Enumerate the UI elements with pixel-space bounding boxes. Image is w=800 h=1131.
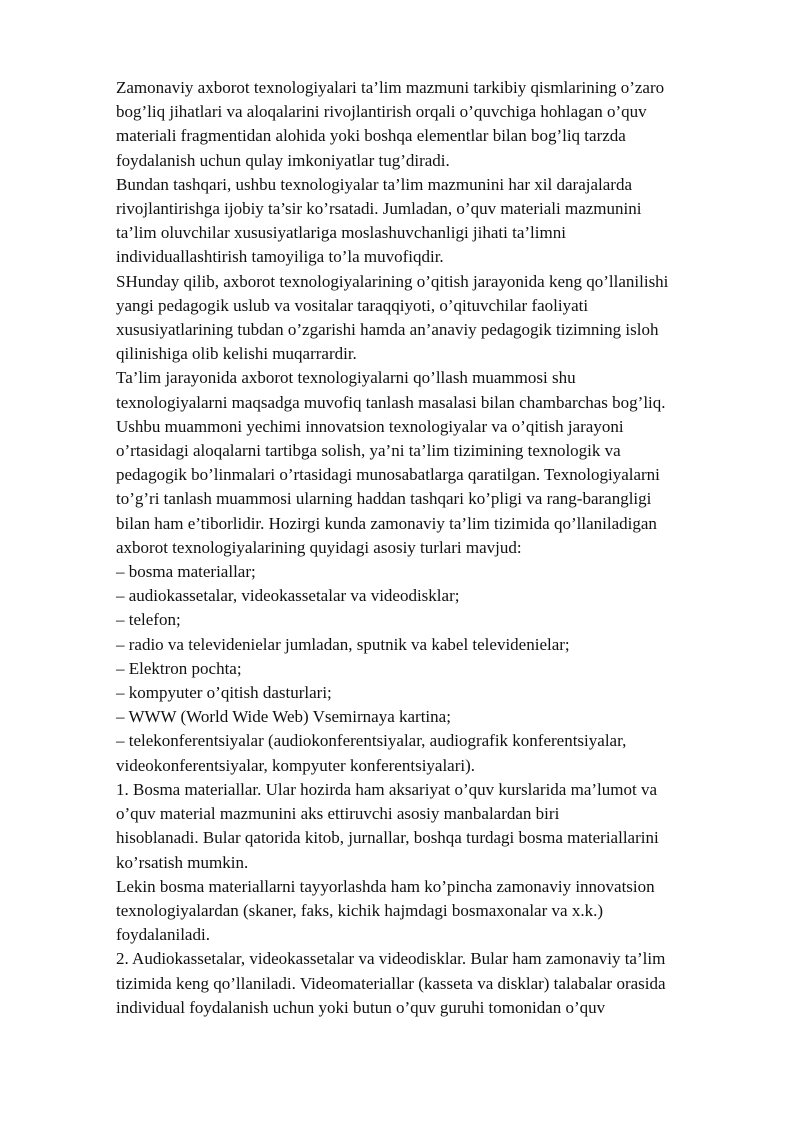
text-line: – kompyuter o’qitish dasturlari; (116, 683, 332, 703)
text-line: Zamonaviy axborot texnologiyalari ta’lim mazmuni tarkibiy qismlarining o’zaro (116, 78, 665, 97)
text-line: yangi pedagogik uslub va vositalar taraqqiyoti, o’qituvchilar faoliyati (116, 295, 589, 315)
text-line: xususiyatlarining tubdan o’zgarishi hamda an’anaviy pedagogik tizimning isloh (116, 320, 659, 340)
text-line: o’rtasidagi aloqalarni tartibga solish, ya’ni ta’lim tizimining texnologik va (116, 441, 621, 461)
text-line: foydalaniladi. (116, 925, 210, 945)
text-line: qilinishiga olib kelishi muqarrardir. (116, 344, 357, 364)
text-line: pedagogik bo’linmalari o’rtasidagi munosabatlarga qaratilgan. Texnologiyalarni (116, 465, 660, 485)
text-line: – bosma materiallar; (116, 562, 256, 582)
text-line: SHunday qilib, axborot texnologiyalarining o’qitish jarayonida keng qo’llanilishi (116, 271, 669, 291)
text-line: – telefon; (116, 610, 181, 630)
text-line: 1. Bosma materiallar. Ular hozirda ham aksariyat o’quv kurslarida ma’lumot va (116, 779, 657, 799)
text-line: videokonferentsiyalar, kompyuter konferentsiyalari). (116, 755, 476, 775)
text-line: – audiokassetalar, videokassetalar va videodisklar; (116, 586, 460, 606)
text-line: – telekonferentsiyalar (audiokonferentsiyalar, audiografik konferentsiyalar, (116, 731, 627, 751)
text-line: texnologiyalarni maqsadga muvofiq tanlash masalasi bilan chambarchas bog’liq. (116, 392, 666, 412)
text-line: foydalanish uchun qulay imkoniyatlar tug’diradi. (116, 150, 450, 170)
text-line: ko’rsatish mumkin. (116, 852, 249, 872)
text-line: tizimida keng qo’llaniladi. Videomateriallar (kasseta va disklar) talabalar orasida (116, 973, 666, 993)
text-line: to’g’ri tanlash muammosi ularning haddan tashqari ko’pligi va rang-barangligi (116, 489, 652, 509)
text-line: individual foydalanish uchun yoki butun o’quv guruhi tomonidan o’quv (116, 997, 606, 1017)
text-line: Ta’lim jarayonida axborot texnologiyalarni qo’llash muammosi shu (116, 368, 576, 388)
text-line: hisoblanadi. Bular qatorida kitob, jurnallar, boshqa turdagi bosma materiallarini (116, 828, 659, 848)
text-line: – radio va televidenielar jumladan, sputnik va kabel televidenielar; (116, 634, 570, 654)
text-line: axborot texnologiyalarining quyidagi asosiy turlari mavjud: (116, 537, 522, 557)
text-line: – WWW (World Wide Web) Vsemirnaya kartina; (116, 707, 451, 727)
text-line: texnologiyalardan (skaner, faks, kichik hajmdagi bosmaxonalar va x.k.) (116, 900, 603, 920)
text-line: 2. Audiokassetalar, videokassetalar va videodisklar. Bular ham zamonaviy ta’lim (116, 949, 666, 969)
text-line: bog’liq jihatlari va aloqalarini rivojlantirish orqali o’quvchiga hohlagan o’quv (116, 102, 647, 122)
text-line: Lekin bosma materiallarni tayyorlashda ham ko’pincha zamonaviy innovatsion (116, 876, 655, 896)
document-page (116, 76, 736, 1020)
text-line: ta’lim oluvchilar xususiyatlariga moslashuvchanligi jihati ta’limni (116, 223, 566, 243)
text-line: individuallashtirish tamoyiliga to’la muvofiqdir. (116, 247, 444, 267)
text-line: Ushbu muammoni yechimi innovatsion texnologiyalar va o’qitish jarayoni (116, 416, 624, 436)
text-line: rivojlantirishga ijobiy ta’sir ko’rsatadi. Jumladan, o’quv materiali mazmunini (116, 199, 642, 219)
text-line: – Elektron pochta; (116, 658, 242, 678)
text-line: materiali fragmentidan alohida yoki boshqa elementlar bilan bog’liq tarzda (116, 126, 626, 146)
text-line: o’quv material mazmunini aks ettiruvchi asosiy manbalardan biri (116, 804, 560, 824)
text-line: Bundan tashqari, ushbu texnologiyalar ta’lim mazmunini har xil darajalarda (116, 174, 632, 194)
text-line: bilan ham e’tiborlidir. Hozirgi kunda zamonaviy ta’lim tizimida qo’llaniladigan (116, 513, 657, 533)
